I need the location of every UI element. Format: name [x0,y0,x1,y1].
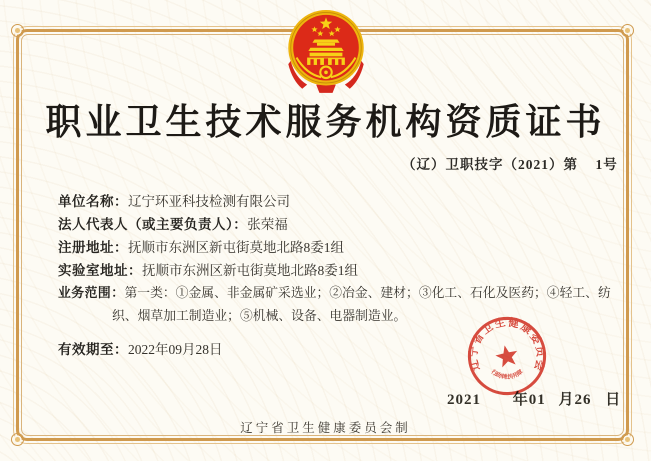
field-label: 有效期至： [58,342,128,357]
field-row-legal-representative [58,213,618,236]
svg-text:行政审批专用章 [490,367,525,381]
field-row-company-name [58,190,618,213]
field-label: 法人代表人（或主要负责人）： [58,217,248,232]
corner-ornament-icon [621,24,634,37]
issue-date-year: 2021 [447,392,481,408]
certificate-title: 职业卫生技术服务机构资质证书 [45,102,606,142]
issue-date-month: 年01 [512,392,546,408]
field-value: 抚顺市东洲区新屯街莫地北路8委1组 [142,263,358,278]
issue-date-suffix: 日 [605,392,622,408]
china-national-emblem-icon [285,8,367,94]
issue-date-day: 月26 [558,392,592,408]
seal-ring-text: 辽宁省卫生健康委员会 [468,317,546,372]
official-seal-icon [466,315,548,397]
field-value: 张荣福 [247,217,288,232]
field-value: 辽宁环亚科技检测有限公司 [128,194,290,209]
field-value: 第一类：①金属、非金属矿采选业；②冶金、建材；③化工、石化及医药；④轻工、纺织、烟草加工制造业；⑤机械、设备、电器制造业。 [112,286,611,323]
field-value: 抚顺市东洲区新屯街莫地北路8委1组 [128,240,344,255]
field-label: 业务范围： [58,286,125,300]
footer-issuer: 辽宁省卫生健康委员会制 [240,421,411,435]
certificate-number: （辽）卫职技字（2021）第 1号 [402,157,618,172]
field-label: 注册地址： [58,240,128,255]
svg-text:辽宁省卫生健康委员会 [467,315,548,373]
field-row-laboratory-address [58,259,618,282]
field-row-registered-address [58,236,618,259]
field-label: 单位名称： [58,194,128,209]
field-label: 实验室地址： [58,263,142,278]
seal-bottom-text: 行政审批专用章 [489,369,525,381]
corner-ornament-icon [11,24,24,37]
field-value: 2022年09月28日 [128,342,223,357]
